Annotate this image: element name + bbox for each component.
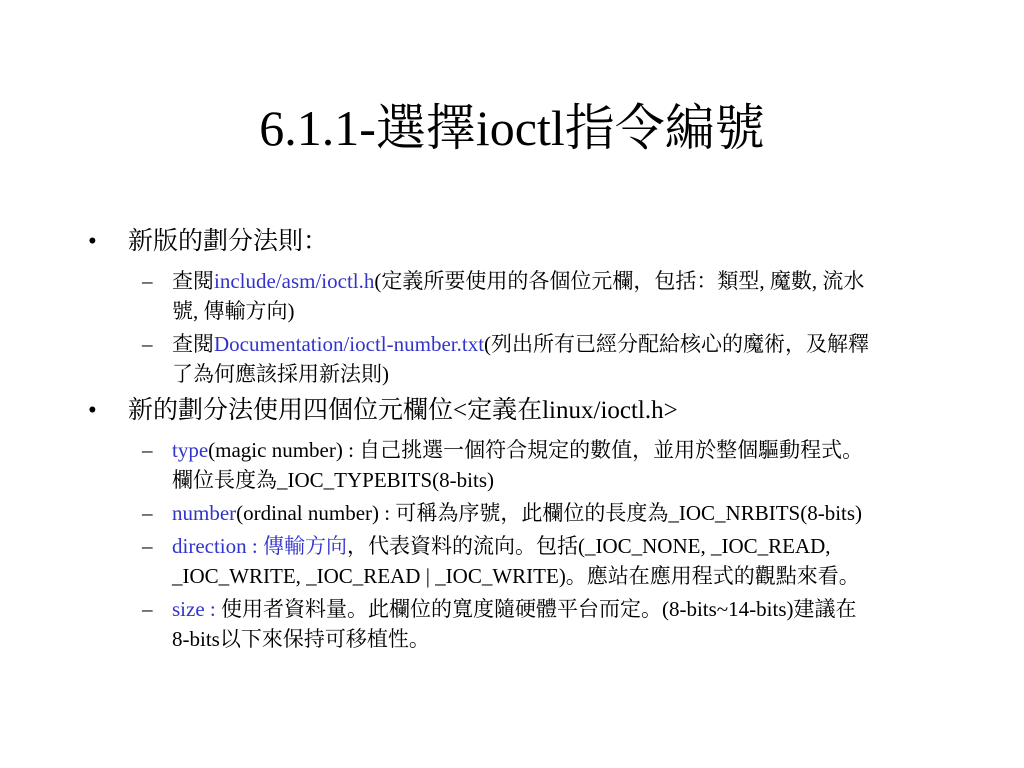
sub-item-highlight: Documentation/ioctl-number.txt <box>214 332 485 356</box>
sub-item-highlight: include/asm/ioctl.h <box>214 269 375 293</box>
dash-icon: – <box>142 438 153 462</box>
sub-item <box>142 498 872 528</box>
sub-item-text: (magic number) : 自己挑選一個符合規定的數值，並用於整個驅動程式。欄位長度為_IOC_TYPEBITS(8-bits) <box>172 438 864 492</box>
sub-item <box>142 266 872 326</box>
bullet-item-2 <box>88 393 948 429</box>
sub-item-text: ，代表資料的流向。包括(_IOC_NONE, _IOC_READ, _IOC_WRITE, _IOC_READ | _IOC_WRITE)。應站在應用程式的觀點來看。 <box>172 534 860 588</box>
sub-item-prefix: 查閱 <box>172 269 214 293</box>
bullet-icon: • <box>88 228 97 255</box>
bullet-text: 新的劃分法使用四個位元欄位<定義在linux/ioctl.h> <box>128 397 678 424</box>
sub-list-1 <box>88 266 948 389</box>
sub-item-text: 使用者資料量。此欄位的寬度隨硬體平台而定。(8-bits~14-bits)建議在8-bits以下來保持可移植性。 <box>172 597 857 651</box>
dash-icon: – <box>142 269 153 293</box>
sub-item-prefix: 查閱 <box>172 332 214 356</box>
dash-icon: – <box>142 501 153 525</box>
sub-item <box>142 594 872 654</box>
sub-item-text: (ordinal number) : 可稱為序號，此欄位的長度為_IOC_NRBITS(8-bits) <box>236 501 863 525</box>
dash-icon: – <box>142 597 153 621</box>
sub-item-highlight: number <box>172 501 237 525</box>
sub-item-text: (列出所有已經分配給核心的魔術，及解釋了為何應該採用新法則) <box>172 332 870 386</box>
sub-item <box>142 531 872 591</box>
sub-item <box>142 329 872 389</box>
slide-title: 6.1.1-選擇ioctl指令編號 <box>259 100 765 156</box>
sub-item-highlight: direction : 傳輸方向 <box>172 534 347 558</box>
bullet-text: 新版的劃分法則： <box>128 228 329 255</box>
sub-list-2 <box>88 435 948 654</box>
sub-item-text: (定義所要使用的各個位元欄，包括：類型, 魔數, 流水號, 傳輸方向) <box>172 269 865 323</box>
sub-item <box>142 435 872 495</box>
sub-item-highlight: type <box>172 438 209 462</box>
bullet-item-1 <box>88 224 948 260</box>
sub-item-highlight: size : <box>172 597 221 621</box>
bullet-icon: • <box>88 397 97 424</box>
dash-icon: – <box>142 534 153 558</box>
dash-icon: – <box>142 332 153 356</box>
slide-body <box>88 224 948 658</box>
